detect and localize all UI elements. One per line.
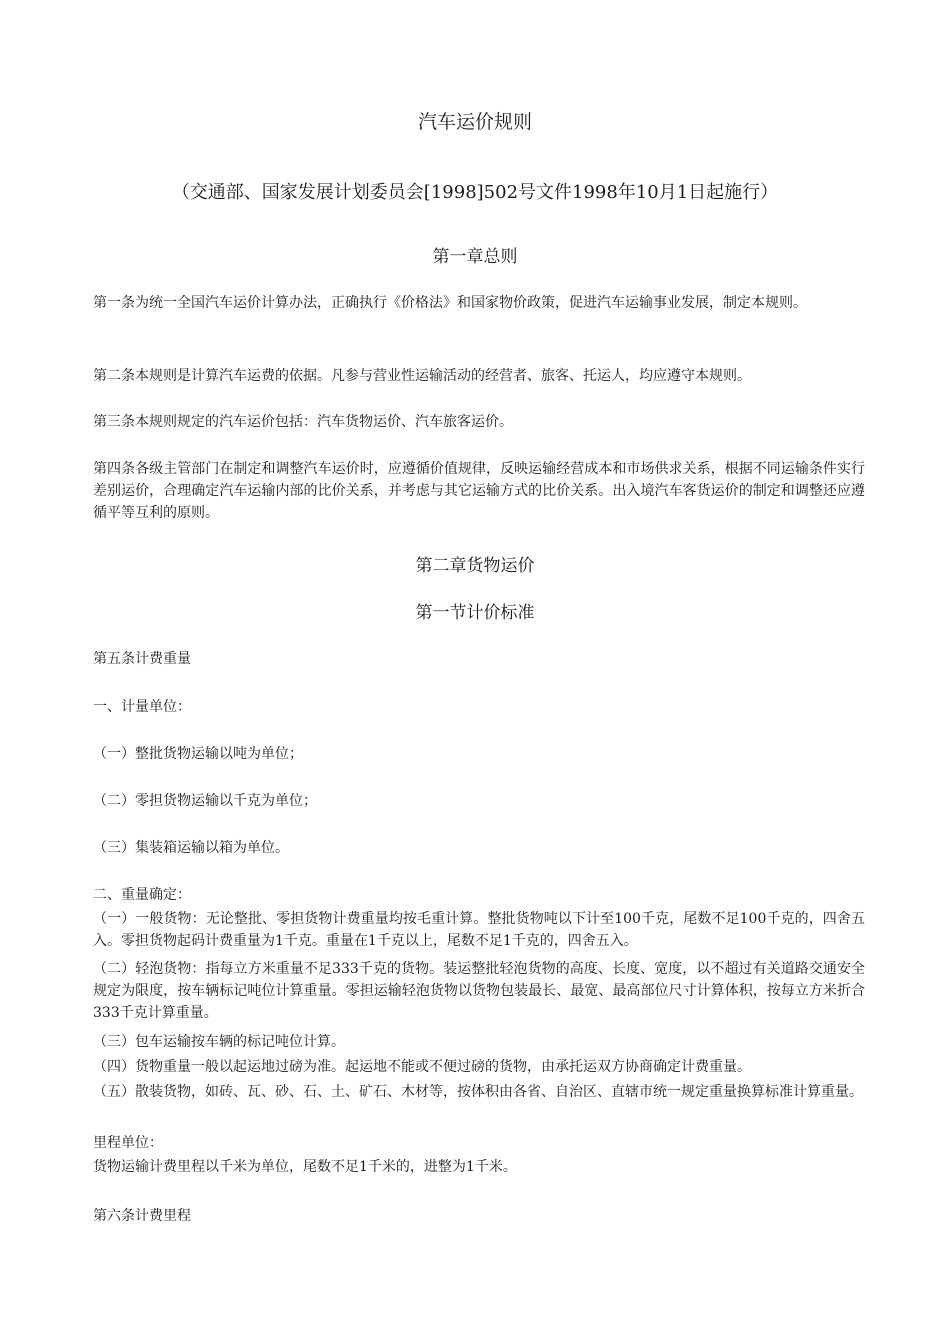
weight-item-1: （一）一般货物：无论整批、零担货物计费重量均按毛重计算。整批货物吨以下计至100千克，尾数不足100千克的，四舍五入。零担货物起码计费重量为1千克。重量在1千克以上，尾数不足1千克的，四舍五入。 [93,911,865,949]
document-subtitle: （交通部、国家发展计划委员会[1998]502号文件1998年10月1日起施行） [171,182,779,203]
article-4: 第四条各级主管部门在制定和调整汽车运价时，应遵循价值规律，反映运输经营成本和市场供求关系，根据不同运输条件实行差别运价，合理确定汽车运输内部的比价关系，并考虑与其它运输方式的比价关系。出入境汽车客货运价的制定和调整还应遵循平等互利的原则。 [93,461,865,521]
article-1: 第一条为统一全国汽车运价计算办法，正确执行《价格法》和国家物价政策，促进汽车运输事业发展，制定本规则。 [93,295,807,311]
measure-unit-item-2: （二）零担货物运输以千克为单位； [93,793,317,809]
article-3: 第三条本规则规定的汽车运价包括：汽车货物运价、汽车旅客运价。 [93,414,513,430]
mileage-unit-text: 货物运输计费里程以千米为单位，尾数不足1千米的，进整为1千米。 [93,1159,517,1175]
mileage-unit-heading: 里程单位： [93,1135,163,1151]
section-heading-1: 第一节计价标准 [415,603,535,623]
weight-item-5: （五）散装货物，如砖、瓦、砂、石、土、矿石、木材等，按体积由各省、自治区、直辖市统一规定重量换算标准计算重量。 [93,1084,863,1100]
document-title: 汽车运价规则 [417,111,532,133]
weight-item-4: （四）货物重量一般以起运地过磅为准。起运地不能或不便过磅的货物，由承托运双方协商确定计费重量。 [93,1059,751,1075]
article-6-heading: 第六条计费里程 [93,1208,191,1224]
weight-heading: 二、重量确定： [93,887,191,903]
article-2: 第二条本规则是计算汽车运费的依据。凡参与营业性运输活动的经营者、旅客、托运人，均应遵守本规则。 [93,368,751,384]
weight-item-3: （三）包车运输按车辆的标记吨位计算。 [93,1034,345,1050]
article-5-heading: 第五条计费重量 [93,651,191,667]
measure-unit-heading: 一、计量单位： [93,699,191,715]
chapter-heading-1: 第一章总则 [432,247,518,267]
weight-item-2: （二）轻泡货物：指每立方米重量不足333千克的货物。装运整批轻泡货物的高度、长度、宽度，以不超过有关道路交通安全规定为限度，按车辆标记吨位计算重量。零担运输轻泡货物以货物包装最长、最宽、最高部位尺寸计算体积，按每立方米折合333千克计算重量。 [93,961,865,1021]
chapter-heading-2: 第二章货物运价 [415,556,535,576]
measure-unit-item-1: （一）整批货物运输以吨为单位； [93,746,303,762]
measure-unit-item-3: （三）集装箱运输以箱为单位。 [93,840,289,856]
